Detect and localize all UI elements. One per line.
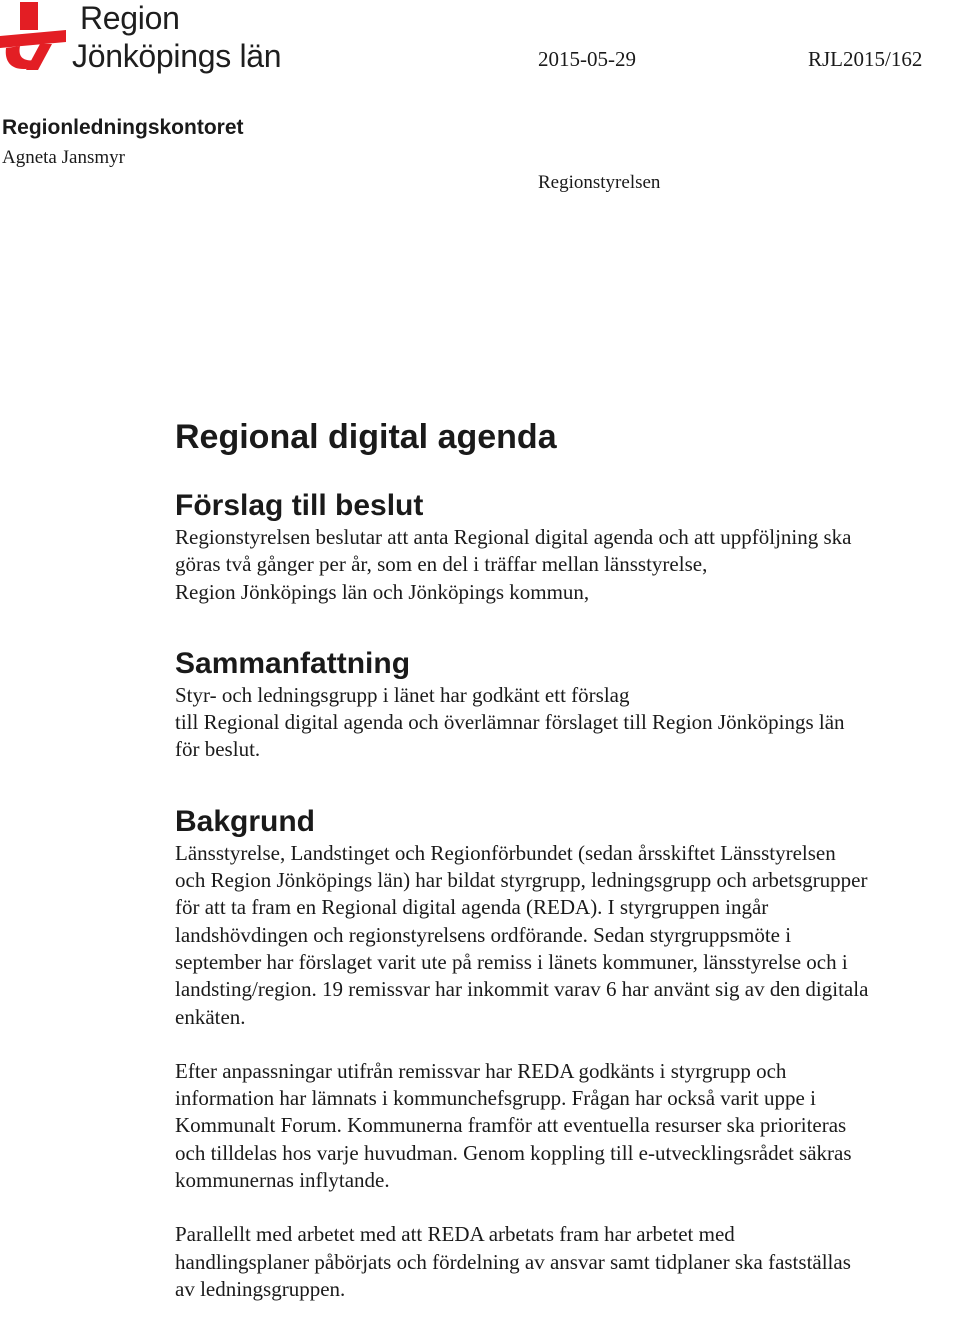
section-bakgrund [175,804,960,1303]
section-forslag-till-beslut [175,488,960,606]
paragraph [175,682,960,764]
text-line: Styr- och ledningsgrupp i länet har godkänt ett förslag [175,682,630,707]
author-name: Agneta Jansmyr [2,147,125,168]
text-line: enkäten. [175,1004,246,1029]
text-line: Länsstyrelse, Landstinget och Regionförbundet (sedan årsskiftet Länsstyrelsen [175,840,836,865]
text-line: för att ta fram en Regional digital agenda (REDA). I styrgruppen ingår [175,895,769,920]
text-line: kommunernas inflytande. [175,1168,390,1193]
text-line: till Regional digital agenda och överlämnar förslaget till Region Jönköpings län [175,710,845,735]
text-line: och tilldelas hos varje huvudman. Genom koppling till e-utvecklingsrådet säkras [175,1140,852,1165]
section-heading: Förslag till beslut [175,489,424,522]
paragraph [175,1221,960,1303]
logo-text-county: Jönköpings län [72,38,282,74]
text-line: för beslut. [175,737,261,762]
text-line: information har lämnats i kommunchefsgrupp. Frågan har också varit uppe i [175,1086,816,1111]
section-heading: Bakgrund [175,804,316,838]
document-date: 2015-05-29 [538,47,636,71]
paragraph [175,840,960,1031]
paragraph [175,524,960,606]
department-name: Regionledningskontoret [2,116,244,139]
recipient: Regionstyrelsen [538,172,661,193]
text-line: Region Jönköpings län och Jönköpings kommun, [175,579,590,604]
text-line: göras två gånger per år, som en del i träffar mellan länsstyrelse, [175,552,708,577]
region-logo-icon [0,0,70,72]
text-line: september har förslaget varit ute på remiss i länets kommuner, länsstyrelse och i [175,949,848,974]
text-line: Kommunalt Forum. Kommunerna framför att eventuella resurser ska prioriteras [175,1113,847,1138]
section-sammanfattning [175,646,960,764]
text-line: av ledningsgruppen. [175,1276,346,1301]
text-line: handlingsplaner påbörjats och fördelning av ansvar samt tidplaner ska fastställas [175,1249,851,1274]
text-line: landsting/region. 19 remissvar har inkommit varav 6 har använt sig av den digitala [175,977,869,1002]
paragraph [175,1058,960,1194]
text-line: och Region Jönköpings län) har bildat styrgrupp, ledningsgrupp och arbetsgrupper [175,868,868,893]
text-line: Efter anpassningar utifrån remissvar har REDA godkänts i styrgrupp och [175,1058,787,1083]
text-line: landshövdingen och regionstyrelsens ordförande. Sedan styrgruppsmöte i [175,922,792,947]
document-title: Regional digital agenda [175,418,557,456]
section-heading: Sammanfattning [175,646,411,680]
text-line: Parallellt med arbetet med att REDA arbetats fram har arbetet med [175,1222,735,1247]
logo-text-region: Region [80,0,180,36]
document-reference: RJL2015/162 [808,47,923,71]
text-line: Regionstyrelsen beslutar att anta Regional digital agenda och att uppföljning ska [175,525,852,549]
document-body [175,416,960,1303]
